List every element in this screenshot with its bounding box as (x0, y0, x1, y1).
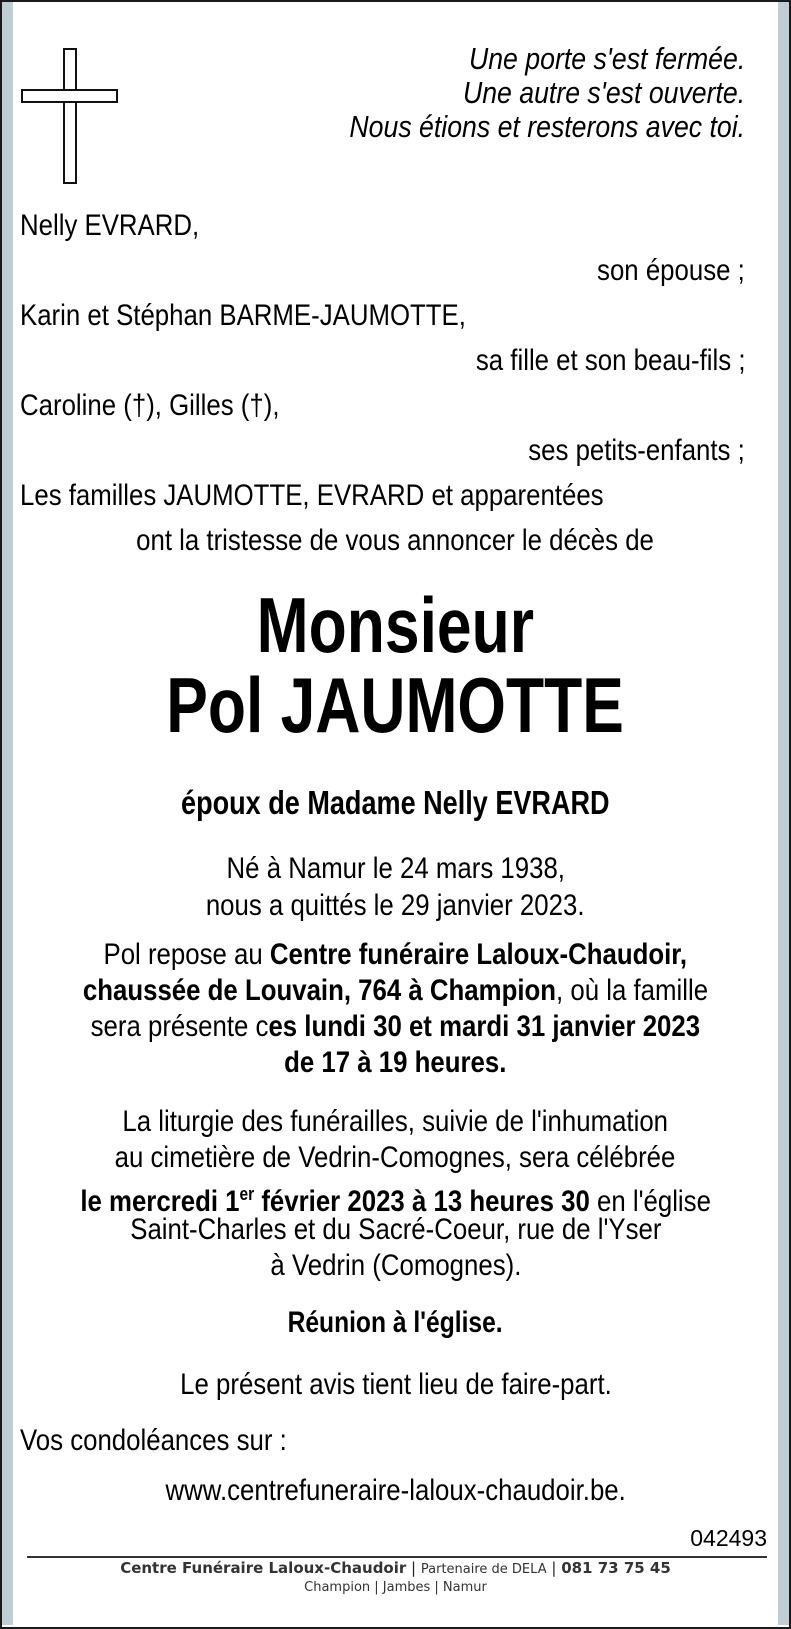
funeral-center-address: chaussée de Louvain, 764 à Champion (82, 974, 557, 1007)
quote-block (225, 42, 745, 144)
family-relation-3: ses petits-enfants ; (528, 434, 745, 467)
footer-locations: Champion | Jambes | Namur (304, 1580, 487, 1595)
liturgy-line-2: au cimetière de Vedrin-Comognes, sera célébrée (115, 1141, 676, 1174)
liturgy-line-1: La liturgie des funérailles, suivie de l'inhumation (122, 1105, 669, 1138)
ceremony-date: le mercredi 1er février 2023 à 13 heures 30 (80, 1184, 590, 1218)
footer-partner: Partenaire de DELA (420, 1562, 547, 1577)
visitation-dates: es lundi 30 et mardi 31 janvier 2023 (268, 1010, 701, 1043)
visitation-line-2: chaussée de Louvain, 764 à Champion, où la famille (82, 974, 709, 1007)
footer-company: Centre Funéraire Laloux-Chaudoir (120, 1559, 407, 1577)
family-name-2: Karin et Stéphan BARME-JAUMOTTE, (20, 299, 466, 332)
condolences-label: Vos condoléances sur : (20, 1424, 287, 1457)
death-line: nous a quittés le 29 janvier 2023. (206, 889, 585, 922)
notice-line: Le présent avis tient lieu de faire-part. (179, 1368, 612, 1401)
birth-line: Né à Namur le 24 mars 1938, (226, 852, 565, 885)
family-name-3: Caroline (†), Gilles (†), (20, 389, 280, 422)
footer-line-1: Centre Funéraire Laloux-Chaudoir | Partenaire de DELA | 081 73 75 45 (120, 1559, 671, 1577)
families-line: Les familles JAUMOTTE, EVRARD et apparentées (20, 479, 604, 512)
cross-center (65, 91, 75, 101)
condolences-url-link[interactable]: www.centrefuneraire-laloux-chaudoir.be. (165, 1474, 626, 1507)
family-relation-2: sa fille et son beau-fils ; (475, 344, 745, 377)
footer-divider (27, 1556, 767, 1558)
meeting-line: Réunion à l'église. (287, 1306, 503, 1339)
church-line: Saint-Charles et du Sacré-Coeur, rue de l'Yser (129, 1213, 662, 1246)
spouse-line: époux de Madame Nelly EVRARD (181, 784, 610, 821)
cross-vertical-bar (63, 48, 77, 184)
quote-line-3: Nous étions et resterons avec toi. (349, 109, 745, 144)
liturgy-line-3: le mercredi 1er février 2023 à 13 heures 30 en l'église (80, 1184, 711, 1218)
announce-line: ont la tristesse de vous annoncer le décès de (136, 524, 655, 557)
footer-phone: 081 73 75 45 (561, 1559, 671, 1577)
family-relation-1: son épouse ; (597, 254, 745, 287)
visitation-line-3: sera présente ces lundi 30 et mardi 31 janvier 2023 (90, 1010, 701, 1043)
church-location-line: à Vedrin (Comognes). (270, 1249, 521, 1282)
deceased-name: Pol JAUMOTTE (166, 661, 625, 749)
funeral-center-name: Centre funéraire Laloux-Chaudoir, (270, 938, 688, 971)
family-name-1: Nelly EVRARD, (20, 209, 200, 242)
quote-line-1: Une porte s'est fermée. (468, 41, 745, 76)
deceased-title: Monsieur (256, 581, 535, 669)
visitation-line-1: Pol repose au Centre funéraire Laloux-Chaudoir, (103, 938, 688, 971)
quote-line-2: Une autre s'est ouverte. (462, 75, 745, 110)
reference-number: 042493 (690, 1525, 767, 1551)
visitation-hours: de 17 à 19 heures. (284, 1046, 507, 1079)
